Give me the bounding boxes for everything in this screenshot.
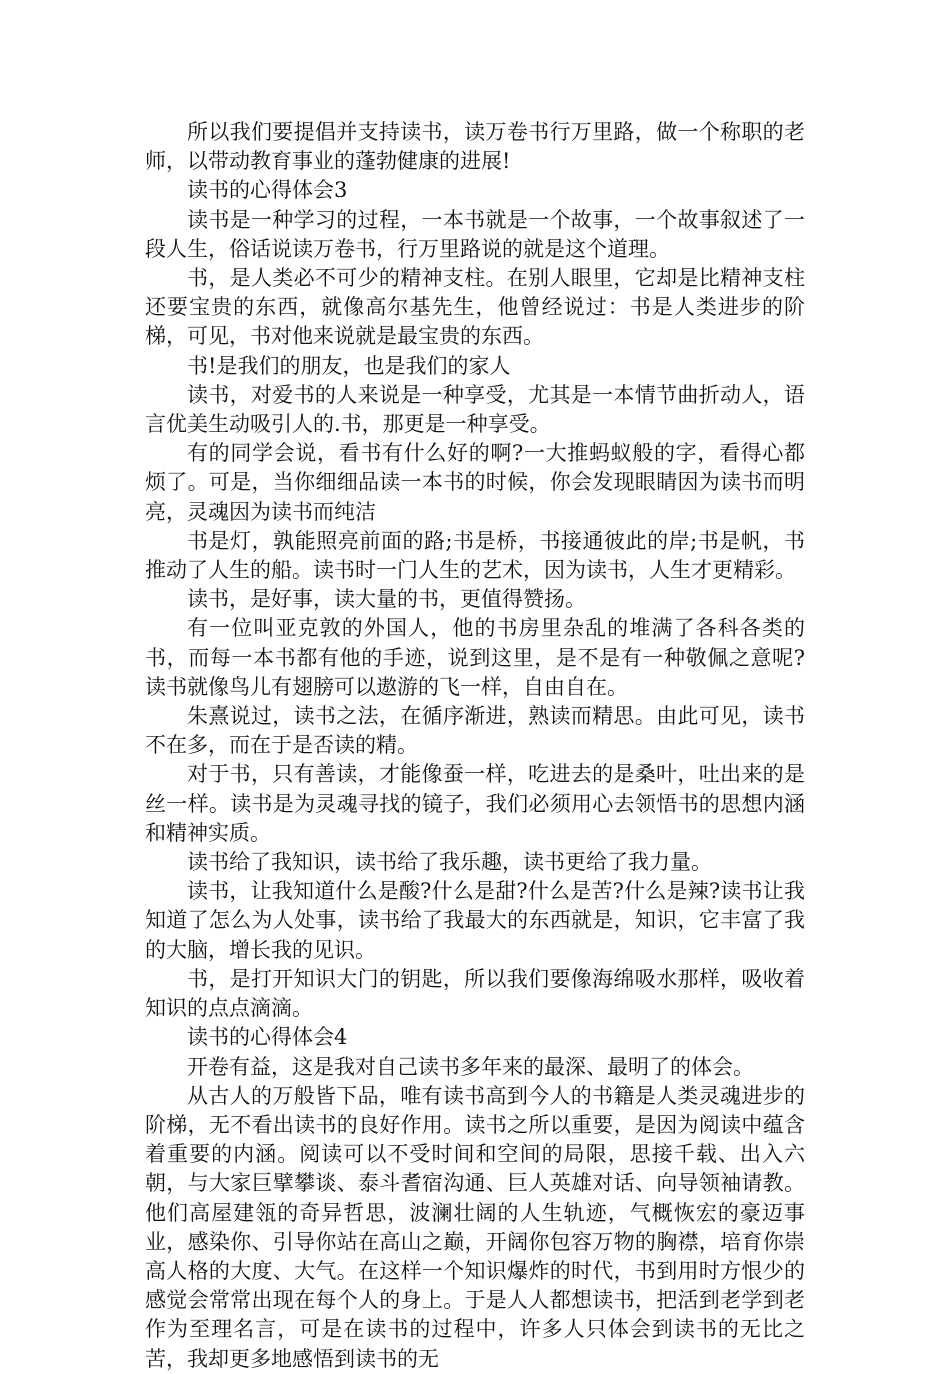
paragraph-16: 从古人的万般皆下品，唯有读书高到今人的书籍是人类灵魂进步的阶梯，无不看出读书的良好作用。读书之所以重要，是因为阅读中蕴含着重要的内涵。阅读可以不受时间和空间的局限，思接千载、出入六朝，与大家巨擘攀谈、泰斗耆宿沟通、巨人英雄对话、向导领袖请教。他们高屋建瓴的奇异哲思，波澜壮阔的人生轨迹，气概恢宏的豪迈事业，感染你、引导你站在高山之巅，开阔你包容万物的胸襟，培育你崇高人格的大度、大气。在这样一个知识爆炸的时代，书到用时方恨少的感觉会常常出现在每个人的身上。于是人人都想读书，把活到老学到老作为至理名言，可是在读书的过程中，许多人只体会到读书的无比之苦，我却更多地感悟到读书的无 [145,1083,805,1371]
paragraph-6: 有的同学会说，看书有什么好的啊?一大推蚂蚁般的字，看得心都烦了。可是，当你细细品读一本书的时候，你会发现眼睛因为读书而明亮，灵魂因为读书而纯洁 [145,441,805,524]
paragraph-4: 书!是我们的朋友，也是我们的家人 [187,353,511,378]
paragraph-10: 朱熹说过，读书之法，在循序渐进，熟读而精思。由此可见，读书不在多，而在于是否读的精。 [145,704,805,758]
paragraph-11: 对于书，只有善读，才能像蚕一样，吃进去的是桑叶，吐出来的是丝一样。读书是为灵魂寻找的镜子，我们必须用心去领悟书的思想内涵和精神实质。 [145,762,805,845]
paragraph-3: 书，是人类必不可少的精神支柱。在别人眼里，它却是比精神支柱还要宝贵的东西，就像高尔基先生，他曾经说过：书是人类进步的阶梯，可见，书对他来说就是最宝贵的东西。 [145,266,805,349]
paragraph-2: 读书是一种学习的过程，一本书就是一个故事，一个故事叙述了一段人生，俗话说读万卷书，行万里路说的就是这个道理。 [145,207,805,261]
section-heading-4: 读书的心得体会4 [187,1025,348,1050]
paragraph-13: 读书，让我知道什么是酸?什么是甜?什么是苦?什么是辣?读书让我知道了怎么为人处事，读书给了我最大的东西就是，知识，它丰富了我的大脑，增长我的见识。 [145,879,805,962]
paragraph-14: 书，是打开知识大门的钥匙，所以我们要像海绵吸水那样，吸收着知识的点点滴滴。 [145,966,805,1021]
document-body [145,118,805,1374]
paragraph-7: 书是灯，孰能照亮前面的路;书是桥，书接通彼此的岸;书是帆，书推动了人生的船。读书时一门人生的艺术，因为读书，人生才更精彩。 [145,528,805,583]
paragraph-12: 读书给了我知识，读书给了我乐趣，读书更给了我力量。 [187,850,712,875]
section-heading-3: 读书的心得体会3 [187,178,348,203]
paragraph-8: 读书，是好事，读大量的书，更值得赞扬。 [187,587,586,612]
paragraph-15: 开卷有益，这是我对自己读书多年来的最深、最明了的体会。 [187,1054,754,1079]
paragraph-1: 所以我们要提倡并支持读书，读万卷书行万里路，做一个称职的老师，以带动教育事业的蓬勃健康的进展! [145,120,805,174]
paragraph-5: 读书，对爱书的人来说是一种享受，尤其是一本情节曲折动人，语言优美生动吸引人的.书，那更是一种享受。 [145,382,805,437]
paragraph-9: 有一位叫亚克敦的外国人，他的书房里杂乱的堆满了各科各类的书，而每一本书都有他的手迹，说到这里，是不是有一种敬佩之意呢?读书就像鸟儿有翅膀可以遨游的飞一样，自由自在。 [145,616,805,699]
